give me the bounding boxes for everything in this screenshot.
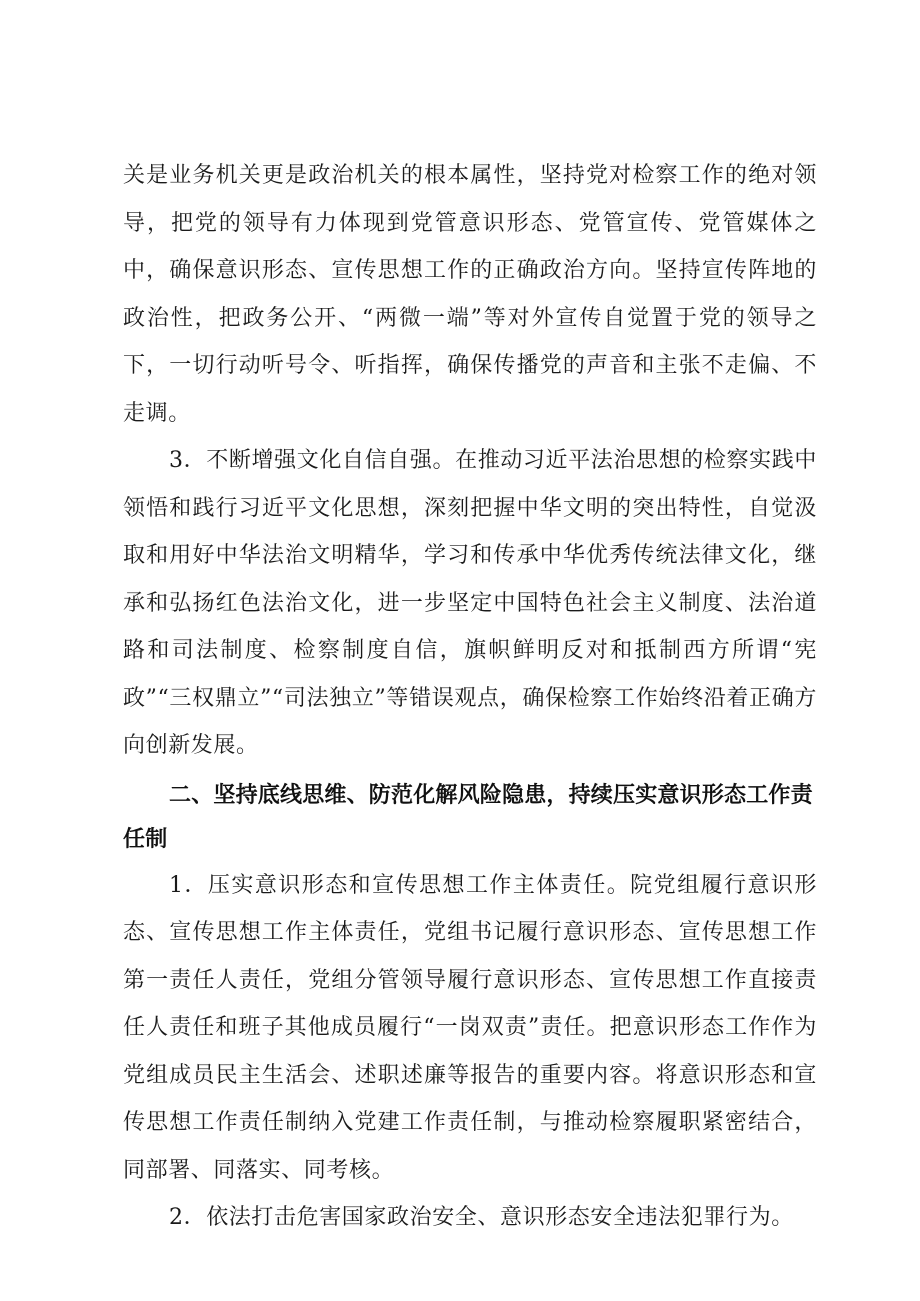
document-page: [123, 152, 817, 1242]
paragraph-responsibility: 1．压实意识形态和宣传思想工作主体责任。院党组履行意识形态、宣传思想工作主体责任，党组书记履行意识形态、宣传思想工作第一责任人责任，党组分管领导履行意识形态、宣传思想工作直接责任人责任和班子其他成员履行“一岗双责”责任。把意识形态工作作为党组成员民主生活会、述职述廉等报告的重要内容。将意识形态和宣传思想工作责任制纳入党建工作责任制，与推动检察履职紧密结合，同部署、同落实、同考核。: [123, 872, 817, 1183]
paragraph-cultural-confidence: 3．不断增强文化自信自强。在推动习近平法治思想的检察实践中领悟和践行习近平文化思想，深刻把握中华文明的突出特性，自觉汲取和用好中华法治文明精华，学习和传承中华优秀传统法律文化，继承和弘扬红色法治文化，进一步坚定中国特色社会主义制度、法治道路和司法制度、检察制度自信，旗帜鲜明反对和抵制西方所谓“宪政”“三权鼎立”“司法独立”等错误观点，确保检察工作始终沿着正确方向创新发展。: [123, 448, 817, 758]
paragraph-continuation: 关是业务机关更是政治机关的根本属性，坚持党对检察工作的绝对领导，把党的领导有力体现到党管意识形态、党管宣传、党管媒体之中，确保意识形态、宣传思想工作的正确政治方向。坚持宣传阵地的政治性，把政务公开、“两微一端”等对外宣传自觉置于党的领导之下，一切行动听号令、听指挥，确保传播党的声音和主张不走偏、不走调。: [123, 163, 817, 426]
paragraph-crackdown: 2．依法打击危害国家政治安全、意识形态安全违法犯罪行为。: [169, 1205, 794, 1230]
section-heading-2: 二、坚持底线思维、防范化解风险隐患，持续压实意识形态工作责任制: [123, 782, 813, 852]
